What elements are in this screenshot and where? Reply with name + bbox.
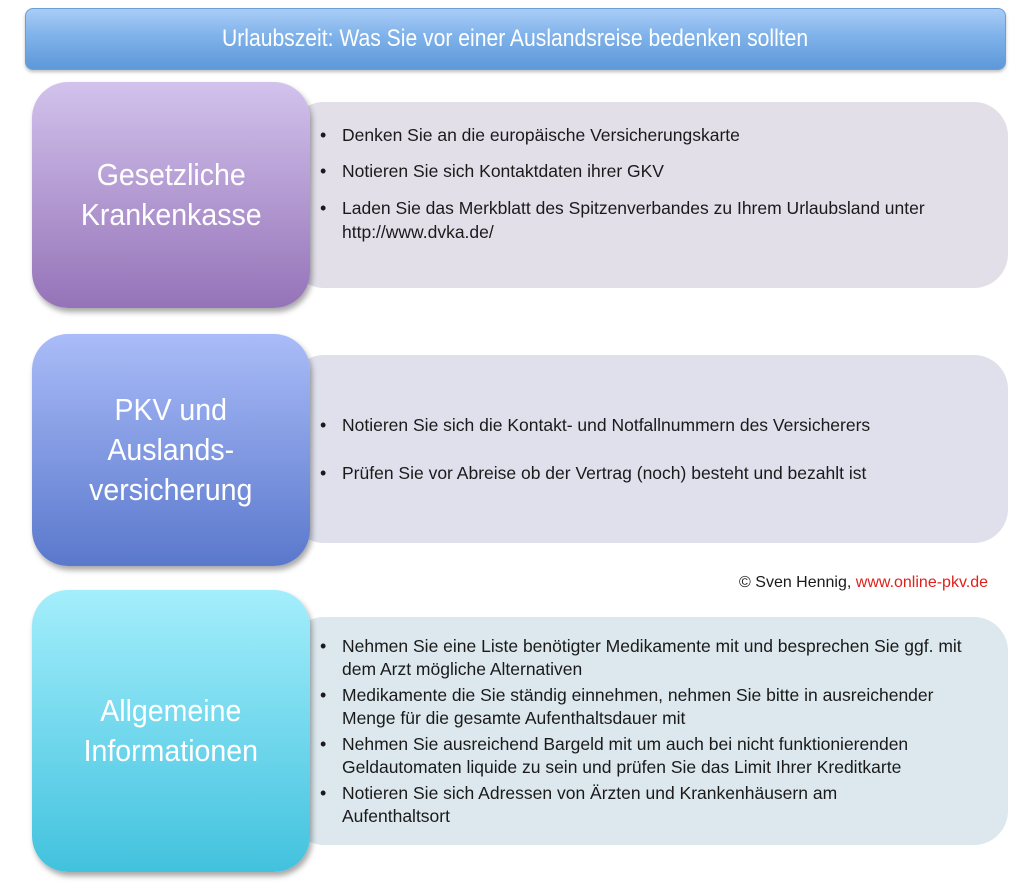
section-gkv-label: Gesetzliche Krankenkasse	[80, 157, 262, 232]
list-item: • Notieren Sie sich Adressen von Ärzten und Krankenhäusern am Aufenthaltsort	[318, 782, 942, 828]
section-gkv-label-box	[32, 82, 310, 308]
section-pkv-label-box	[32, 334, 310, 566]
list-item: • Notieren Sie sich die Kontakt- und Notfallnummern des Versicherers	[318, 414, 998, 436]
credit-link[interactable]: www.online-pkv.de	[855, 574, 988, 591]
list-item: • Medikamente die Sie ständig einnehmen, nehmen Sie bitte in ausreichender Menge für die gesamte Aufenthaltsdauer mit	[318, 684, 942, 730]
list-item: • Nehmen Sie ausreichend Bargeld mit um auch bei nicht funktionierenden Geldautomaten liquide zu sein und prüfen Sie das Limit Ihrer Kreditkarte	[318, 733, 1012, 779]
title-banner	[25, 8, 1006, 70]
section-pkv-list	[318, 414, 998, 484]
section-general-list	[318, 635, 988, 828]
list-item: • Laden Sie das Merkblatt des Spitzenverbandes zu Ihrem Urlaubsland unter http://www.dvka.de/	[318, 196, 962, 244]
list-item: • Nehmen Sie eine Liste benötigter Medikamente mit und besprechen Sie ggf. mit dem Arzt mögliche Alternativen	[318, 635, 992, 681]
copyright-credit	[739, 574, 988, 592]
section-pkv-label: PKV und Auslands- versicherung	[89, 392, 253, 507]
page-title: Urlaubszeit: Was Sie vor einer Auslandsreise bedenken sollten	[222, 25, 809, 52]
credit-author: © Sven Hennig,	[739, 574, 856, 591]
section-general-label: Allgemeine Informationen	[83, 693, 259, 768]
list-item: • Denken Sie an die europäische Versicherungskarte	[318, 124, 988, 146]
section-general-label-box	[32, 590, 310, 872]
list-item: • Notieren Sie sich Kontaktdaten ihrer GKV	[318, 160, 988, 182]
section-gkv-list	[318, 124, 988, 244]
list-item: • Prüfen Sie vor Abreise ob der Vertrag (noch) besteht und bezahlt ist	[318, 462, 998, 484]
